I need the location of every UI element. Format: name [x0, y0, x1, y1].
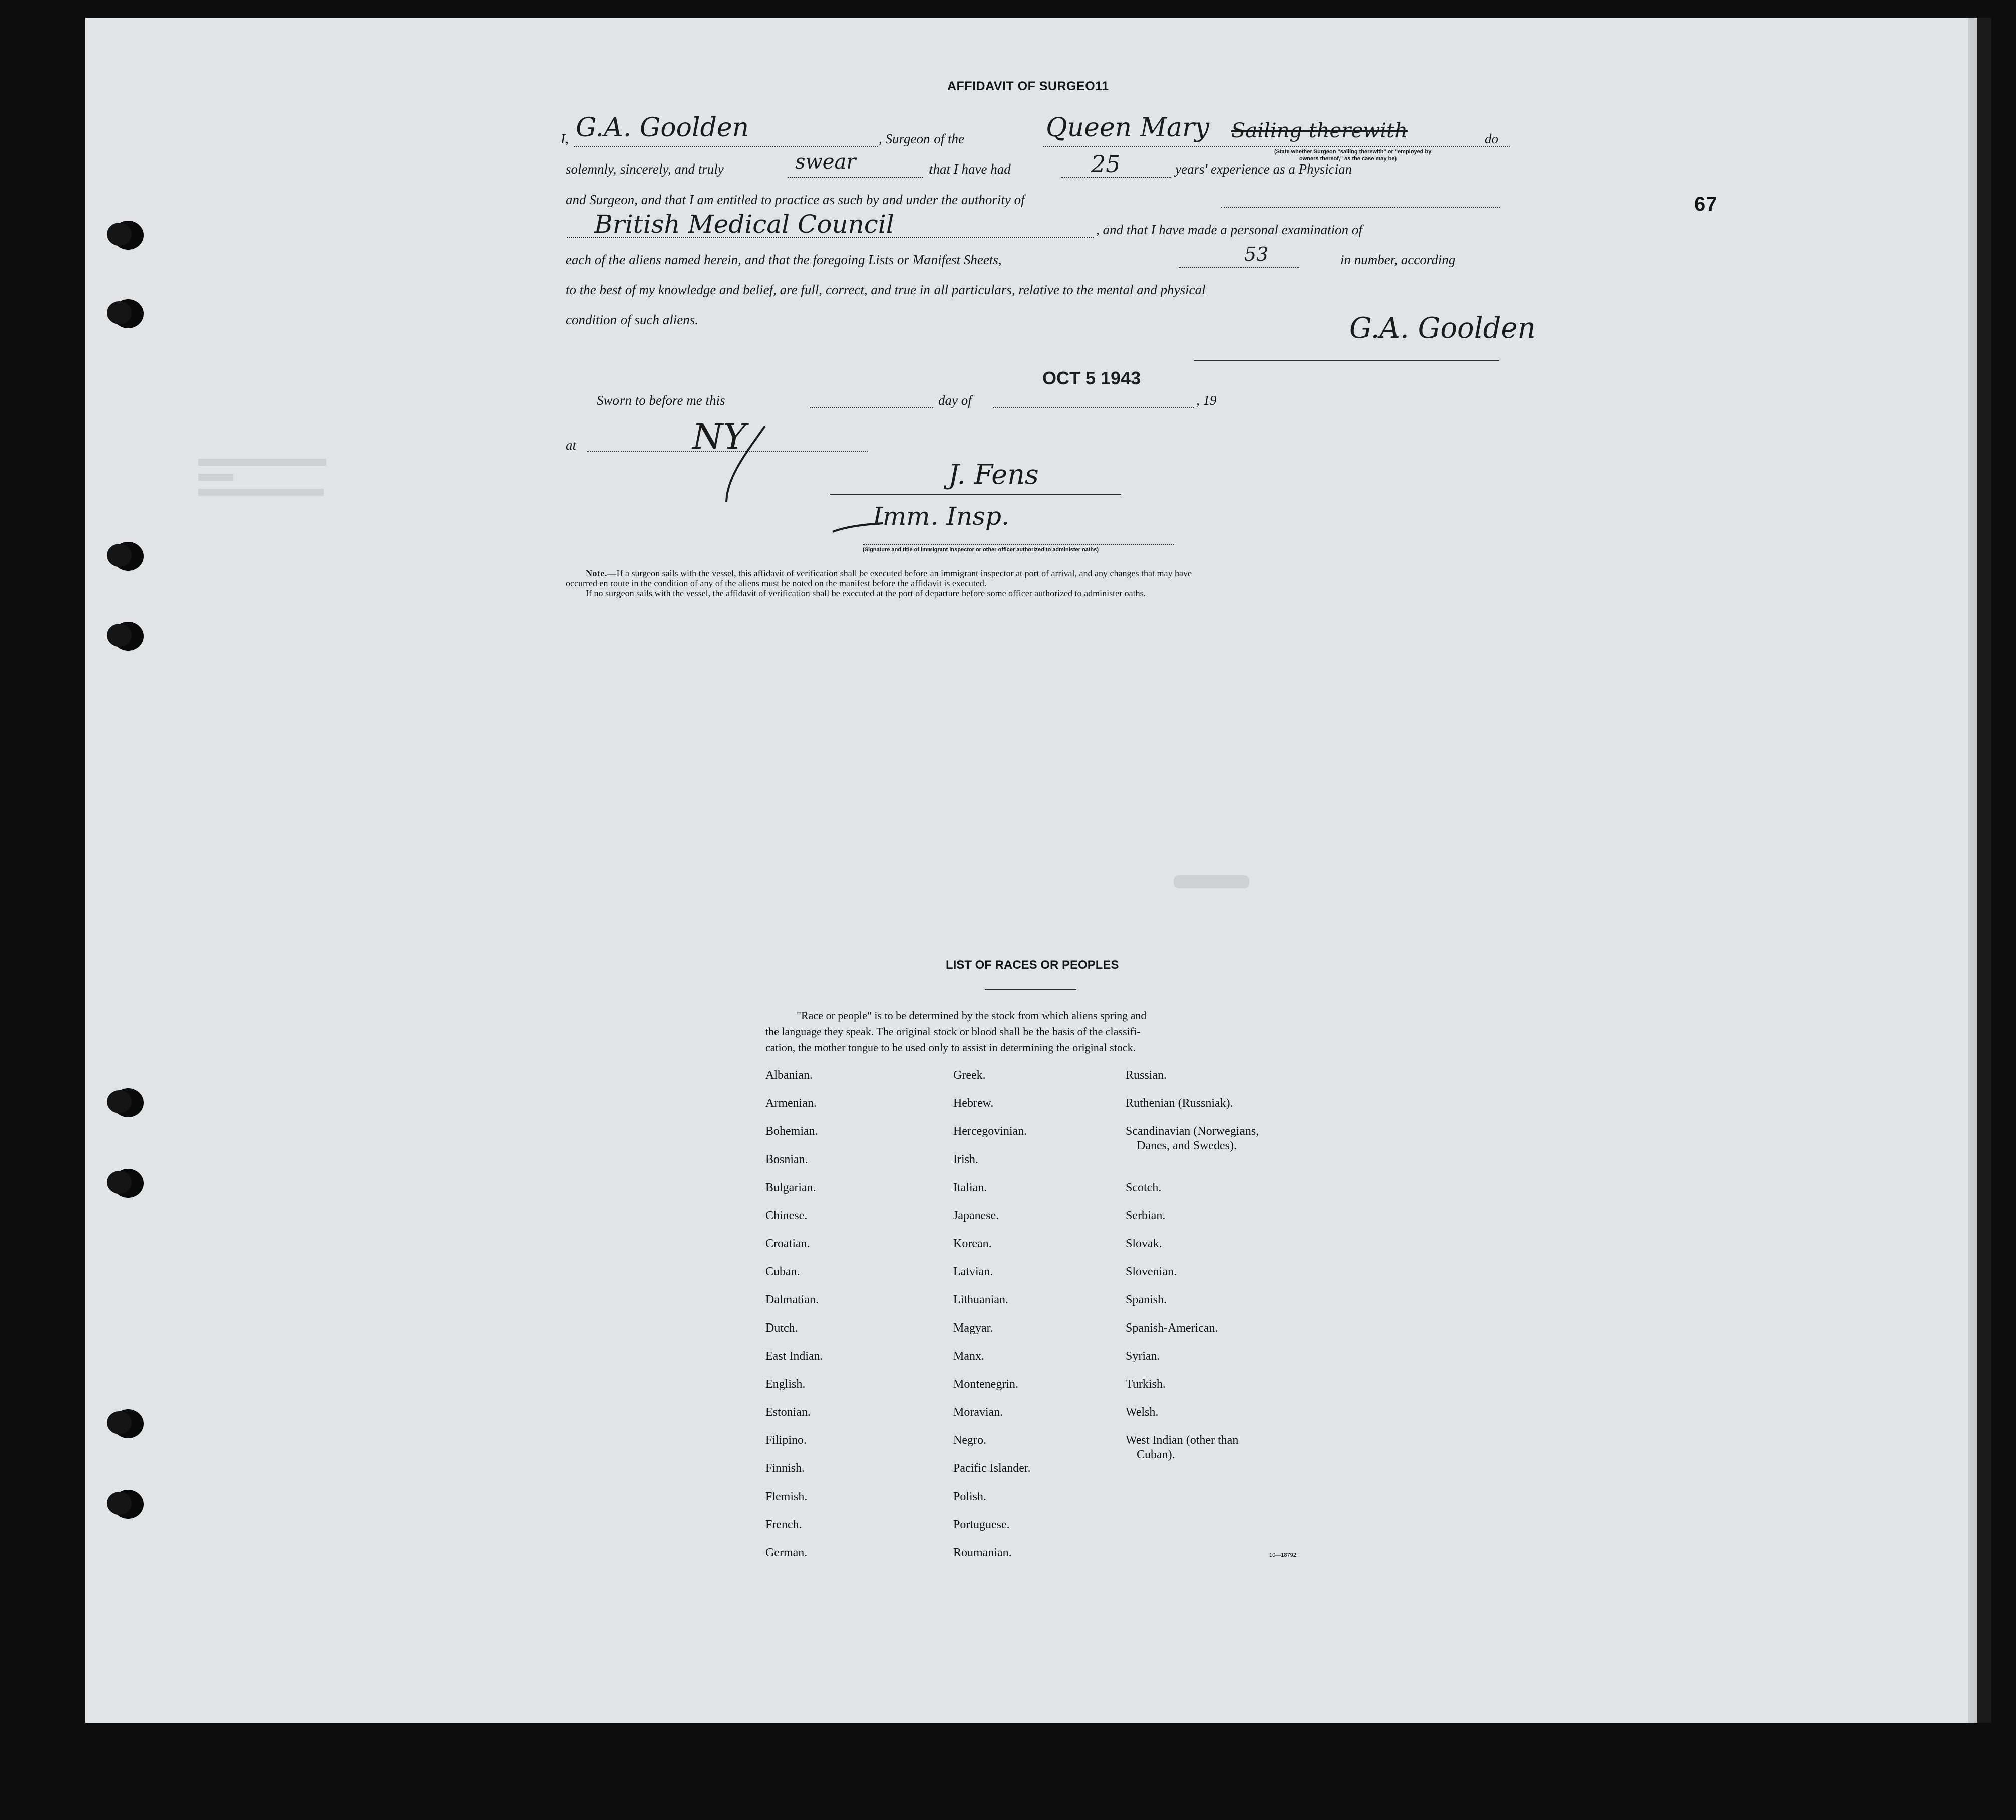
- race-item: West Indian (other than: [1126, 1434, 1239, 1447]
- race-item: Scandinavian (Norwegians,: [1126, 1125, 1259, 1138]
- inspector-title: Imm. Insp.: [873, 502, 1009, 531]
- punch-hole: [113, 1490, 144, 1519]
- ny-flourish: [717, 421, 778, 507]
- race-item: Bohemian.: [765, 1125, 818, 1138]
- race-item: Syrian.: [1126, 1350, 1160, 1363]
- punch-hole: [113, 622, 144, 651]
- note-text-1: If a surgeon sails with the vessel, this affidavit of verification shall be executed before an immigrant inspector at port of arrival, and any changes that may have: [616, 568, 1192, 578]
- race-item: French.: [765, 1518, 802, 1531]
- do-label: do: [1485, 131, 1498, 146]
- race-item: Dalmatian.: [765, 1293, 819, 1306]
- races-intro-2: the language they speak. The original stock or blood shall be the basis of the classifi-: [765, 1025, 1141, 1038]
- years-value: 25: [1091, 150, 1121, 178]
- race-item: Danes, and Swedes).: [1137, 1139, 1237, 1152]
- surgeon-of-the-label: , Surgeon of the: [879, 131, 964, 146]
- bleed-through-mark: [198, 489, 324, 496]
- signature-line: [863, 544, 1174, 545]
- race-item: Serbian.: [1126, 1209, 1166, 1222]
- note-line-3: If no surgeon sails with the vessel, the affidavit of verification shall be executed at the port of departure before some officer authorized to administer oaths.: [586, 588, 1146, 598]
- race-item: Turkish.: [1126, 1378, 1166, 1391]
- race-item: Bulgarian.: [765, 1181, 816, 1194]
- fill-line: [810, 407, 933, 408]
- race-item: Dutch.: [765, 1321, 798, 1335]
- sheets-value: 53: [1244, 243, 1269, 265]
- surgeon-signature: G.A. Goolden: [1349, 312, 1536, 345]
- personal-exam-label: , and that I have made a personal examination of: [1096, 222, 1362, 237]
- race-item: Irish.: [953, 1153, 978, 1166]
- races-title: LIST OF RACES OR PEOPLES: [946, 958, 1119, 972]
- date-stamp: OCT 5 1943: [1042, 368, 1141, 388]
- note-label: Note.—: [586, 568, 617, 578]
- page-edge: [1977, 18, 1991, 1723]
- punch-hole: [113, 299, 144, 328]
- fill-line: [788, 177, 923, 178]
- punch-hole: [113, 1088, 144, 1117]
- race-item: Cuban.: [765, 1265, 800, 1278]
- page-number: 67: [1694, 193, 1717, 215]
- race-item: Croatian.: [765, 1237, 810, 1250]
- race-item: Korean.: [953, 1237, 992, 1250]
- authority-value: British Medical Council: [594, 210, 894, 239]
- race-item: Polish.: [953, 1490, 987, 1503]
- punch-hole: [113, 1409, 144, 1438]
- race-item: Scotch.: [1126, 1181, 1162, 1194]
- punch-hole: [113, 1169, 144, 1198]
- note-line-1: [566, 568, 1192, 578]
- race-item: Bosnian.: [765, 1153, 808, 1166]
- race-item: Chinese.: [765, 1209, 808, 1222]
- note-line-2: occurred en route in the condition of any of the aliens must be noted on the manifest before the affidavit is executed.: [566, 578, 987, 588]
- race-item: Armenian.: [765, 1097, 817, 1110]
- race-item: Montenegrin.: [953, 1378, 1018, 1391]
- sailing-therewith: Sailing therewith: [1231, 119, 1408, 142]
- race-item: Portuguese.: [953, 1518, 1010, 1531]
- fill-line: [1061, 177, 1171, 178]
- at-value: NY: [692, 416, 746, 457]
- race-item: Lithuanian.: [953, 1293, 1008, 1306]
- fill-line: [567, 237, 1094, 238]
- race-item: Welsh.: [1126, 1406, 1159, 1419]
- bleed-through-mark: [1174, 875, 1249, 888]
- day-of-label: day of: [938, 393, 972, 408]
- races-intro-3: cation, the mother tongue to be used only to assist in determining the original stock.: [765, 1041, 1136, 1054]
- form-code: 10—18792.: [1269, 1552, 1298, 1558]
- race-item: Spanish-American.: [1126, 1321, 1218, 1335]
- sailing-note-2: owners thereof," as the case may be): [1299, 156, 1397, 162]
- race-item: Pacific Islander.: [953, 1462, 1031, 1475]
- signature-line: [1194, 360, 1499, 361]
- in-number-label: in number, according: [1340, 252, 1456, 267]
- race-item: Italian.: [953, 1181, 987, 1194]
- fill-line: [1179, 267, 1299, 268]
- race-item: Greek.: [953, 1069, 986, 1082]
- race-item: Latvian.: [953, 1265, 993, 1278]
- best-knowledge-line: to the best of my knowledge and belief, are full, correct, and true in all particulars, relative to the mental and physical: [566, 282, 1206, 297]
- solemnly-label: solemnly, sincerely, and truly: [566, 161, 724, 177]
- race-item: Filipino.: [765, 1434, 807, 1447]
- race-item: East Indian.: [765, 1350, 823, 1363]
- races-intro-1: "Race or people" is to be determined by the stock from which aliens spring and: [797, 1009, 1147, 1022]
- race-item: Finnish.: [765, 1462, 805, 1475]
- race-item: Hebrew.: [953, 1097, 994, 1110]
- race-item: Slovak.: [1126, 1237, 1162, 1250]
- fill-line: [1221, 207, 1500, 208]
- signature-caption: (Signature and title of immigrant inspector or other officer authorized to administer oaths): [863, 547, 1099, 553]
- fill-line: [1043, 146, 1510, 147]
- vessel-name: Queen Mary: [1046, 113, 1210, 143]
- that-i-have-had-label: that I have had: [929, 161, 1011, 177]
- condition-line: condition of such aliens.: [566, 312, 698, 327]
- race-item: Albanian.: [765, 1069, 813, 1082]
- title-underline: [985, 989, 1076, 990]
- sailing-note-1: (State whether Surgeon "sailing therewith" or "employed by: [1274, 149, 1432, 155]
- fill-line: [574, 146, 878, 147]
- fill-line: [993, 407, 1194, 408]
- surgeon-name: G.A. Goolden: [576, 113, 749, 143]
- affidavit-title: AFFIDAVIT OF SURGEO11: [947, 79, 1109, 93]
- page-edge-shadow: [1968, 18, 1977, 1723]
- inspector-flourish: [830, 519, 885, 534]
- document-page: [85, 18, 1991, 1723]
- race-item: German.: [765, 1546, 808, 1559]
- race-item: Estonian.: [765, 1406, 811, 1419]
- race-item: Moravian.: [953, 1406, 1003, 1419]
- at-label: at: [566, 438, 577, 453]
- bleed-through-mark: [198, 474, 233, 481]
- race-item: Negro.: [953, 1434, 986, 1447]
- sworn-label: Sworn to before me this: [597, 393, 725, 408]
- race-item: Japanese.: [953, 1209, 999, 1222]
- sheets-line-label: each of the aliens named herein, and that the foregoing Lists or Manifest Sheets,: [566, 252, 1002, 267]
- bleed-through-mark: [198, 459, 326, 466]
- punch-hole: [113, 542, 144, 571]
- years-experience-label: years' experience as a Physician: [1175, 161, 1352, 177]
- race-item: Russian.: [1126, 1069, 1167, 1082]
- race-item: Slovenian.: [1126, 1265, 1177, 1278]
- signature-line: [830, 494, 1121, 495]
- i-prefix: I,: [561, 131, 569, 146]
- race-item: Flemish.: [765, 1490, 808, 1503]
- race-item: English.: [765, 1378, 806, 1391]
- race-item: Spanish.: [1126, 1293, 1167, 1306]
- authority-line-label: and Surgeon, and that I am entitled to practice as such by and under the authority of: [566, 192, 1025, 207]
- race-item: Hercegovinian.: [953, 1125, 1027, 1138]
- race-item: Ruthenian (Russniak).: [1126, 1097, 1233, 1110]
- inspector-signature: J. Fens: [948, 459, 1039, 490]
- swear-value: swear: [795, 150, 856, 174]
- race-item: Magyar.: [953, 1321, 993, 1335]
- nineteen-label: , 19: [1196, 393, 1217, 408]
- race-item: Manx.: [953, 1350, 984, 1363]
- punch-hole: [113, 221, 144, 250]
- race-item: Roumanian.: [953, 1546, 1012, 1559]
- race-item: Cuban).: [1137, 1448, 1175, 1461]
